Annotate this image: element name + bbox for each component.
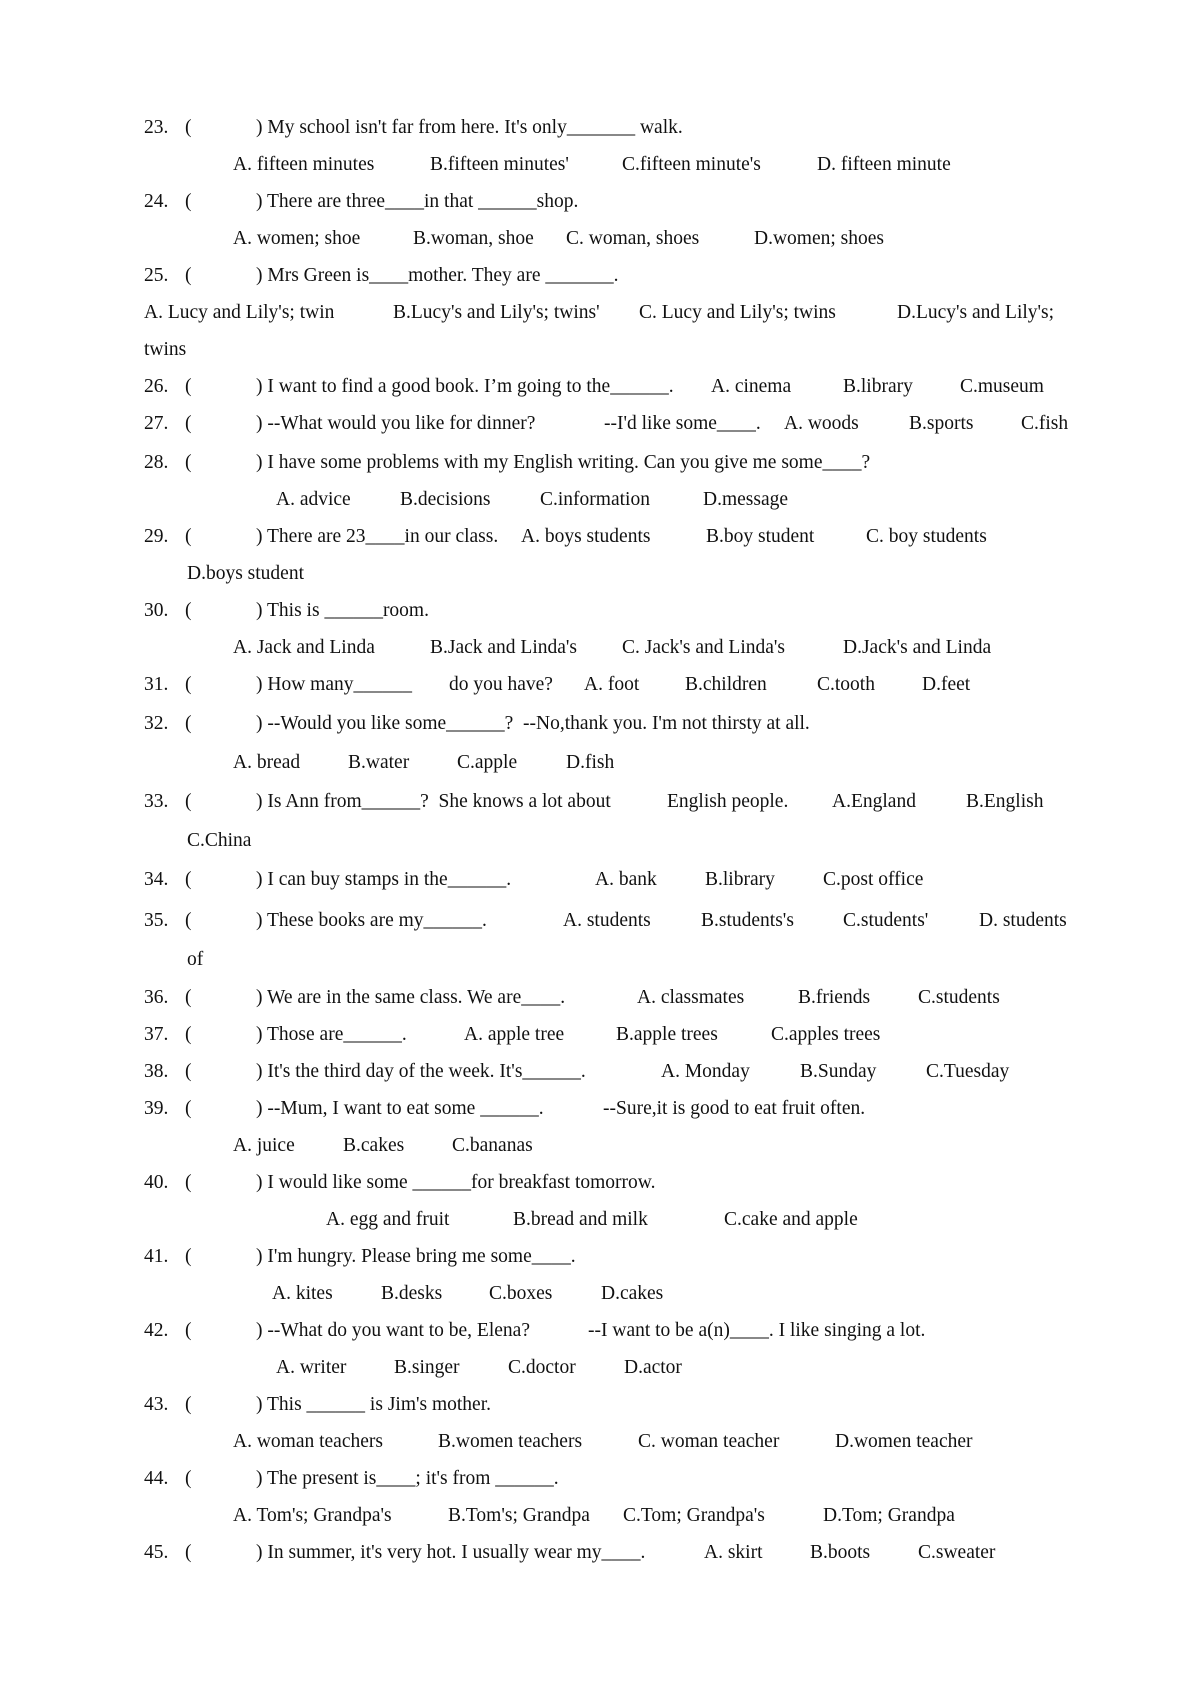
answer-bracket: (	[185, 791, 192, 812]
option: D.feet	[922, 674, 971, 695]
option: A. women; shoe	[233, 228, 361, 249]
option: C.boxes	[489, 1283, 553, 1304]
answer-bracket: (	[185, 526, 192, 547]
option: B.woman, shoe	[413, 228, 534, 249]
option: B.Jack and Linda's	[430, 637, 578, 658]
option: C.information	[540, 489, 650, 510]
question-text: ) There are 23____in our class.	[256, 526, 499, 547]
option: B.English	[966, 791, 1044, 812]
question-text: ) We are in the same class. We are____.	[256, 987, 566, 1008]
question-number: 43.	[144, 1394, 169, 1415]
question-number: 35.	[144, 910, 169, 931]
answer-bracket: (	[185, 1024, 192, 1045]
question-text: ) This is ______room.	[256, 600, 429, 621]
question-text: ) There are three____in that ______shop.	[256, 191, 579, 212]
option: B.sports	[909, 413, 974, 434]
question-number: 26.	[144, 376, 169, 397]
question-text: ) Those are______.	[256, 1024, 407, 1045]
answer-bracket: (	[185, 713, 192, 734]
option: A. bank	[595, 869, 657, 890]
question-text: ) The present is____; it's from ______.	[256, 1468, 559, 1489]
option: C.apples trees	[771, 1024, 881, 1045]
option: C. woman, shoes	[566, 228, 700, 249]
answer-bracket: (	[185, 600, 192, 621]
option: C.bananas	[452, 1135, 533, 1156]
option: A. Tom's; Grandpa's	[233, 1505, 392, 1526]
option: A. foot	[584, 674, 640, 695]
question-text: do you have?	[449, 674, 553, 695]
option: A. juice	[233, 1135, 295, 1156]
answer-bracket: (	[185, 117, 192, 138]
option: B.bread and milk	[513, 1209, 648, 1230]
question-text: ) Is Ann from______? She knows a lot about	[256, 791, 611, 812]
option: A. skirt	[704, 1542, 763, 1563]
answer-bracket: (	[185, 1542, 192, 1563]
option: B.students's	[701, 910, 794, 931]
answer-bracket: (	[185, 1098, 192, 1119]
question-text: ) These books are my______.	[256, 910, 487, 931]
question-number: 37.	[144, 1024, 169, 1045]
question-number: 29.	[144, 526, 169, 547]
option: A. Lucy and Lily's; twin	[144, 302, 335, 323]
question-text: English people.	[667, 791, 789, 812]
answer-bracket: (	[185, 1320, 192, 1341]
question-number: 23.	[144, 117, 169, 138]
option: B.friends	[798, 987, 871, 1008]
question-number: 28.	[144, 452, 169, 473]
option: A. woods	[784, 413, 859, 434]
answer-bracket: (	[185, 1246, 192, 1267]
option: A. bread	[233, 752, 301, 773]
option: A. classmates	[637, 987, 745, 1008]
question-text: ) How many______	[256, 674, 412, 695]
option: A.England	[832, 791, 916, 812]
question-text: ) I can buy stamps in the______.	[256, 869, 512, 890]
answer-bracket: (	[185, 191, 192, 212]
question-number: 33.	[144, 791, 169, 812]
question-text: ) I would like some ______for breakfast tomorrow.	[256, 1172, 656, 1193]
option: A. Jack and Linda	[233, 637, 375, 658]
question-text: --Sure,it is good to eat fruit often.	[603, 1098, 866, 1119]
option: C.post office	[823, 869, 924, 890]
answer-bracket: (	[185, 376, 192, 397]
option: A. kites	[272, 1283, 333, 1304]
option: A. Monday	[661, 1061, 750, 1082]
option: D.women teacher	[835, 1431, 973, 1452]
option: C.doctor	[508, 1357, 576, 1378]
question-number: 40.	[144, 1172, 169, 1193]
option: D.Lucy's and Lily's;	[897, 302, 1055, 323]
question-text: ) I want to find a good book. I’m going to the______.	[256, 376, 674, 397]
answer-bracket: (	[185, 265, 192, 286]
option: B.singer	[394, 1357, 460, 1378]
question-number: 34.	[144, 869, 169, 890]
option: D.cakes	[601, 1283, 664, 1304]
option: A. writer	[276, 1357, 347, 1378]
option: B.apple trees	[616, 1024, 718, 1045]
option: B.decisions	[400, 489, 491, 510]
option: A. fifteen minutes	[233, 154, 375, 175]
question-number: 30.	[144, 600, 169, 621]
option: C.sweater	[918, 1542, 996, 1563]
option: D.message	[703, 489, 789, 510]
answer-bracket: (	[185, 1468, 192, 1489]
question-number: 41.	[144, 1246, 169, 1267]
answer-bracket: (	[185, 987, 192, 1008]
question-text: ) It's the third day of the week. It's______.	[256, 1061, 586, 1082]
option: A. cinema	[711, 376, 792, 397]
option-wrap: twins	[144, 339, 187, 360]
option: C.cake and apple	[724, 1209, 858, 1230]
option: C.students	[918, 987, 1000, 1008]
question-text: ) I'm hungry. Please bring me some____.	[256, 1246, 576, 1267]
question-number: 31.	[144, 674, 169, 695]
answer-bracket: (	[185, 910, 192, 931]
option-wrap: of	[187, 949, 204, 970]
option: C. boy students	[866, 526, 987, 547]
option: A. apple tree	[464, 1024, 565, 1045]
answer-bracket: (	[185, 1061, 192, 1082]
option: D. fifteen minute	[817, 154, 951, 175]
question-number: 32.	[144, 713, 169, 734]
question-text: ) I have some problems with my English writing. Can you give me some____?	[256, 452, 871, 473]
option: C.apple	[457, 752, 518, 773]
option: A. advice	[276, 489, 351, 510]
question-number: 44.	[144, 1468, 169, 1489]
option: B.Lucy's and Lily's; twins'	[393, 302, 600, 323]
option: C. Lucy and Lily's; twins	[639, 302, 836, 323]
question-number: 42.	[144, 1320, 169, 1341]
question-number: 45.	[144, 1542, 169, 1563]
option: D.fish	[566, 752, 615, 773]
option: B.cakes	[343, 1135, 405, 1156]
option: C.students'	[843, 910, 929, 931]
answer-bracket: (	[185, 1172, 192, 1193]
option: B.Tom's; Grandpa	[448, 1505, 590, 1526]
option: B.Sunday	[800, 1061, 877, 1082]
question-text: ) This ______ is Jim's mother.	[256, 1394, 491, 1415]
option: D.Jack's and Linda	[843, 637, 992, 658]
option: C. woman teacher	[638, 1431, 780, 1452]
answer-bracket: (	[185, 413, 192, 434]
question-number: 25.	[144, 265, 169, 286]
answer-bracket: (	[185, 452, 192, 473]
option: A. woman teachers	[233, 1431, 383, 1452]
option: D.women; shoes	[754, 228, 884, 249]
option: C.museum	[960, 376, 1044, 397]
option: C.tooth	[817, 674, 875, 695]
answer-bracket: (	[185, 869, 192, 890]
option: D.actor	[624, 1357, 682, 1378]
option: A. boys students	[521, 526, 651, 547]
question-number: 38.	[144, 1061, 169, 1082]
option: B.women teachers	[438, 1431, 583, 1452]
question-number: 27.	[144, 413, 169, 434]
option: B.desks	[381, 1283, 443, 1304]
question-text: ) Mrs Green is____mother. They are _______.	[256, 265, 619, 286]
option: D.Tom; Grandpa	[823, 1505, 955, 1526]
question-number: 24.	[144, 191, 169, 212]
option: D. students	[979, 910, 1067, 931]
question-text: --I want to be a(n)____. I like singing a lot.	[588, 1320, 926, 1341]
answer-bracket: (	[185, 674, 192, 695]
option: B.children	[685, 674, 767, 695]
option: C. Jack's and Linda's	[622, 637, 785, 658]
question-text: ) --What would you like for dinner?	[256, 413, 536, 434]
option: C.fifteen minute's	[622, 154, 761, 175]
option: B.boots	[810, 1542, 871, 1563]
option: A. egg and fruit	[326, 1209, 450, 1230]
option: B.fifteen minutes'	[430, 154, 569, 175]
question-number: 36.	[144, 987, 169, 1008]
question-number: 39.	[144, 1098, 169, 1119]
option: B.water	[348, 752, 410, 773]
option: C.Tuesday	[926, 1061, 1010, 1082]
option: C.China	[187, 830, 252, 851]
question-text: ) In summer, it's very hot. I usually wear my____.	[256, 1542, 646, 1563]
option: B.boy student	[706, 526, 815, 547]
option: D.boys student	[187, 563, 304, 584]
answer-bracket: (	[185, 1394, 192, 1415]
question-text: ) --Mum, I want to eat some ______.	[256, 1098, 544, 1119]
option: C.fish	[1021, 413, 1069, 434]
option: B.library	[705, 869, 775, 890]
option: A. students	[563, 910, 651, 931]
question-text: --I'd like some____.	[604, 413, 761, 434]
question-text: ) --What do you want to be, Elena?	[256, 1320, 530, 1341]
option: C.Tom; Grandpa's	[623, 1505, 765, 1526]
question-text: ) --Would you like some______? --No,thank you. I'm not thirsty at all.	[256, 713, 810, 734]
option: B.library	[843, 376, 913, 397]
question-text: ) My school isn't far from here. It's only_______ walk.	[256, 117, 683, 138]
